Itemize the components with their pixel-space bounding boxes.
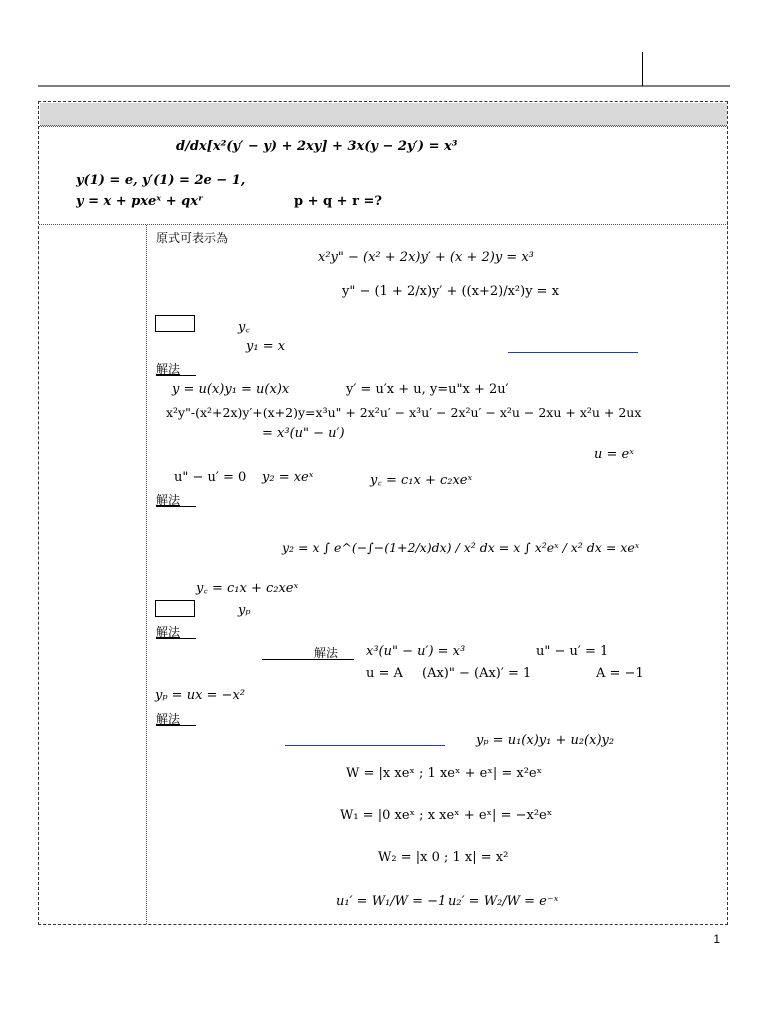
method-underline <box>156 375 196 376</box>
method-label: 解法 <box>156 493 181 507</box>
u2-prime: u₂′ = W₂/W = e⁻ˣ <box>448 894 559 909</box>
method-label: 解法 <box>156 712 181 726</box>
header-tick <box>642 52 643 86</box>
equation-normalized: y" − (1 + 2/x)y′ + ((x+2)/x²)y = x <box>342 284 560 299</box>
A-value: A = −1 <box>596 666 644 681</box>
question: p + q + r =? <box>294 194 382 209</box>
yp-label: yₚ <box>238 603 251 618</box>
method-underline <box>156 638 196 639</box>
u1-prime: u₁′ = W₁/W = −1 <box>336 894 447 909</box>
step-box <box>155 315 195 332</box>
guess: u = A <box>366 666 403 681</box>
u-solution: u = eˣ <box>594 447 634 462</box>
blue-underline <box>508 352 638 353</box>
derivatives: y′ = u′x + u, y=u"x + 2u′ <box>346 382 509 397</box>
particular-eq: x³(u" − u′) = x³ <box>366 644 466 659</box>
row-divider <box>39 126 728 127</box>
method-label: 解法 <box>156 362 181 376</box>
yp-solution: yₚ = ux = −x² <box>155 688 245 703</box>
intro-text: 原式可表示為 <box>156 231 229 245</box>
wronskian: W = |x xeˣ ; 1 xeˣ + eˣ| = x²eˣ <box>346 766 543 781</box>
column-divider <box>146 225 147 924</box>
y2-solution: y₂ = xeˣ <box>262 470 314 485</box>
method-underline <box>262 659 354 660</box>
method-label: 解法 <box>156 625 181 639</box>
simplified-equation: = x³(u" − u′) <box>262 426 345 441</box>
blue-underline <box>285 745 445 746</box>
row-divider <box>39 224 728 225</box>
abel-integral: y₂ = x ∫ e^(−∫−(1+2/x)dx) / x² dx = x ∫ x²eˣ / x² dx = xeˣ <box>282 540 640 555</box>
substitution: y = u(x)y₁ = u(x)x <box>172 382 290 397</box>
yc-label: y꜀ <box>238 320 250 335</box>
method-underline <box>156 506 196 507</box>
solution-form: y = x + pxeˣ + qxʳ <box>76 194 204 209</box>
method-underline <box>156 725 196 726</box>
particular-reduced: u" − u′ = 1 <box>536 644 609 659</box>
method-label: 解法 <box>314 646 339 660</box>
yc-solution-2: y꜀ = c₁x + c₂xeˣ <box>196 581 299 596</box>
yc-solution: y꜀ = c₁x + c₂xeˣ <box>370 473 473 488</box>
step-box <box>155 600 195 617</box>
wronskian-2: W₂ = |x 0 ; 1 x| = x² <box>378 850 509 865</box>
table-title-bar <box>40 103 727 126</box>
reduced-ode: u" − u′ = 0 <box>174 470 247 485</box>
variation-of-parameters: yₚ = u₁(x)y₁ + u₂(x)y₂ <box>476 733 615 748</box>
page-number: 1 <box>713 932 720 946</box>
initial-conditions: y(1) = e, y′(1) = 2e − 1, <box>76 173 246 188</box>
y1-solution: y₁ = x <box>246 339 286 354</box>
guess-equation: (Ax)" − (Ax)′ = 1 <box>422 666 532 681</box>
problem-equation: d/dx[x²(y′ − y) + 2xy] + 3x(y − 2y′) = x³ <box>176 139 458 154</box>
header-rule <box>38 85 730 87</box>
expanded-equation: x²y"-(x²+2x)y′+(x+2)y=x³u" + 2x²u′ − x³u′ − 2x²u′ − x²u − 2xu + x²u + 2ux <box>166 405 642 420</box>
equation-standard: x²y" − (x² + 2x)y′ + (x + 2)y = x³ <box>318 250 534 265</box>
wronskian-1: W₁ = |0 xeˣ ; x xeˣ + eˣ| = −x²eˣ <box>340 808 553 823</box>
